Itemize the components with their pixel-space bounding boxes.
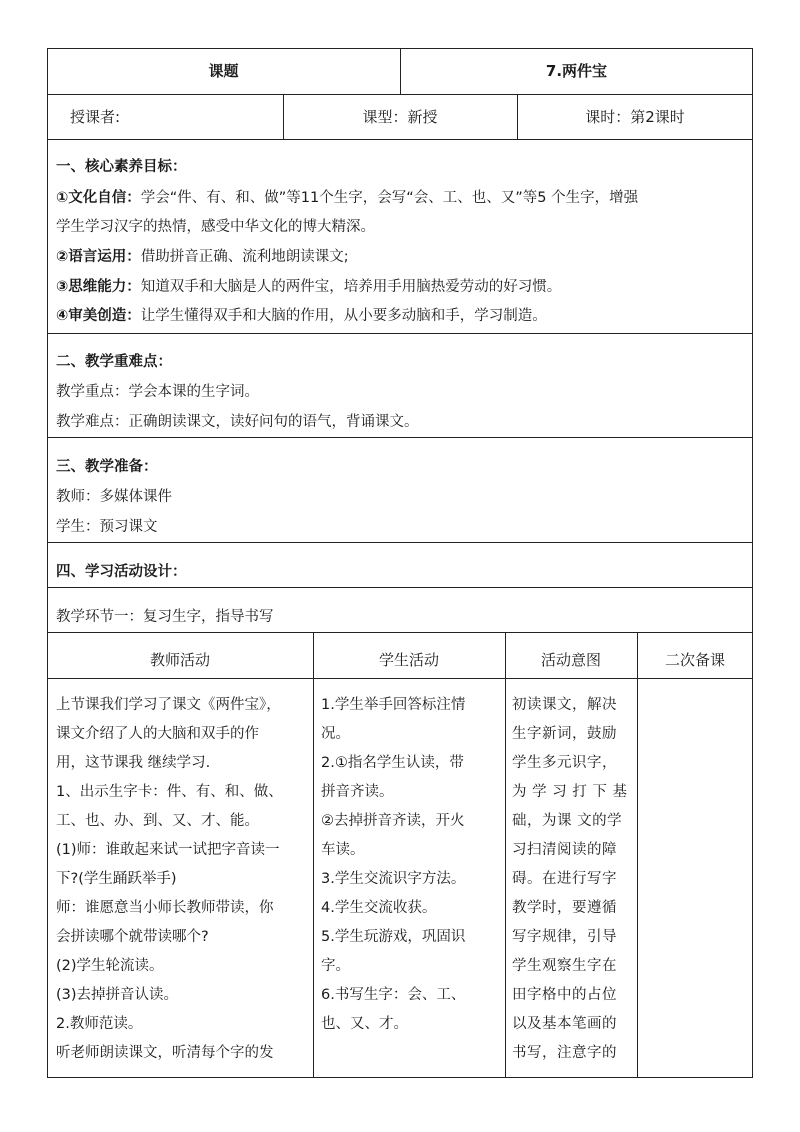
cell-line: 2.①指名学生认读，带 [321, 755, 464, 771]
cell-line: 书写，注意字的 [512, 1045, 617, 1061]
cell-line: 况。 [321, 726, 350, 742]
cell-line: 会拼读哪个就带读哪个? [56, 929, 209, 945]
column-header-teacher: 教师活动 [149, 651, 210, 669]
preparation-teacher: 教师：多媒体课件 [56, 489, 172, 505]
key-points-heading: 二、教学重难点： [56, 354, 172, 370]
cell-line: 上节课我们学习了课文《两件宝》， [56, 697, 281, 713]
cell-line: 碍。在进行写字 [512, 871, 617, 887]
cell-line: 下?(学生踊跃举手) [56, 871, 177, 887]
lesson-period: 课时：第2课时 [585, 108, 685, 126]
cell-line: (2)学生轮流读。 [56, 958, 164, 974]
goal-label: ②语言运用： [56, 249, 141, 265]
row-divider [47, 632, 753, 633]
cell-line: 听老师朗读课文，听清每个字的发 [56, 1045, 274, 1061]
cell-line: 为 学 习 打 下 基 [512, 784, 628, 800]
column-divider [505, 632, 506, 1078]
cell-line: 1.学生举手回答标注情 [321, 697, 466, 713]
cell-line: 以及基本笔画的 [512, 1016, 617, 1032]
cell-line: 学生观察生字在 [512, 958, 617, 974]
cell-line: 3.学生交流识字方法。 [321, 871, 466, 887]
cell-line: 字。 [321, 958, 350, 974]
activity-intent-cell [512, 691, 628, 1068]
column-header-student: 学生活动 [378, 651, 439, 669]
cell-line: 6.书写生字：会、工、 [321, 987, 466, 1003]
cell-line: (1)师：谁敢起来试一试把字音读一 [56, 842, 280, 858]
row-divider [47, 542, 753, 543]
teaching-segment: 教学环节一：复习生字，指导书写 [56, 609, 274, 625]
column-header-revision: 二次备课 [664, 651, 725, 669]
cell-line: 5.学生玩游戏，巩固识 [321, 929, 466, 945]
preparation-heading: 三、教学准备： [56, 459, 158, 475]
cell-line: 课文介绍了人的大脑和双手的作 [56, 726, 259, 742]
goal-label: ①文化自信： [56, 190, 141, 206]
goal-label: ③思维能力： [56, 279, 141, 295]
cell-line: 用，这节课我 继续学习. [56, 755, 211, 771]
goal-line-1 [56, 186, 638, 207]
cell-line: 也、又、才。 [321, 1016, 408, 1032]
goal-text: 借助拼音正确、流利地朗读课文; [140, 249, 349, 265]
column-divider [637, 632, 638, 1078]
goal-label: ④审美创造： [56, 308, 141, 324]
cell-line: 生字新词，鼓励 [512, 726, 617, 742]
goal-line-1-cont: 学生学习汉字的热情，感受中华文化的博大精深。 [56, 219, 375, 235]
goal-text: 学会“件、有、和、做”等11个生字，会写“会、工、也、又”等5 个生字，增强 [140, 190, 639, 206]
row-divider [47, 333, 753, 334]
activity-design-heading: 四、学习活动设计： [56, 564, 187, 580]
goal-line-4 [56, 304, 547, 325]
teacher-label: 授课者: [70, 108, 121, 126]
cell-line: 初读课文，解决 [512, 697, 617, 713]
goal-line-3 [56, 275, 561, 296]
cell-line: 车读。 [321, 842, 365, 858]
cell-line: 教学时，要遵循 [512, 900, 617, 916]
topic-label: 课题 [208, 62, 239, 80]
goal-text: 让学生懂得双手和大脑的作用，从小要多动脑和手，学习制造。 [140, 308, 547, 324]
teaching-difficulty: 教学难点：正确朗读课文，读好问句的语气，背诵课文。 [56, 414, 419, 430]
cell-line: 写字规律，引导 [512, 929, 617, 945]
column-header-intent: 活动意图 [540, 651, 601, 669]
row-divider [47, 139, 753, 140]
teacher-activity-cell [56, 691, 283, 1068]
preparation-student: 学生：预习课文 [56, 519, 158, 535]
lesson-type: 课型：新授 [362, 108, 438, 126]
goal-line-2 [56, 245, 349, 266]
row-divider [47, 678, 753, 679]
goal-text: 知道双手和大脑是人的两件宝，培养用手用脑热爱劳动的好习惯。 [140, 279, 562, 295]
cell-line: 习扫清阅读的障 [512, 842, 617, 858]
row-divider [47, 94, 753, 95]
cell-line: 2.教师范读。 [56, 1016, 143, 1032]
row-divider [47, 587, 753, 588]
column-divider [313, 632, 314, 1078]
cell-line: 工、也、办、到、又、才、能。 [56, 813, 259, 829]
cell-line: 4.学生交流收获。 [321, 900, 437, 916]
cell-line: ②去掉拼音齐读，开火 [321, 813, 465, 829]
topic-value: 7.两件宝 [545, 62, 608, 80]
cell-line: 拼音齐读。 [321, 784, 394, 800]
cell-line: 学生多元识字， [512, 755, 617, 771]
teaching-focus: 教学重点：学会本课的生字词。 [56, 384, 259, 400]
cell-line: 师：谁愿意当小师长教师带读，你 [56, 900, 274, 916]
cell-line: 础，为课 文的学 [512, 813, 623, 829]
cell-line: (3)去掉拼音认读。 [56, 987, 179, 1003]
goals-heading: 一、核心素养目标： [56, 159, 187, 175]
student-activity-cell [321, 691, 465, 1039]
cell-line: 田字格中的占位 [512, 987, 617, 1003]
cell-line: 1、出示生字卡：件、有、和、做、 [56, 784, 283, 800]
row-divider [47, 437, 753, 438]
